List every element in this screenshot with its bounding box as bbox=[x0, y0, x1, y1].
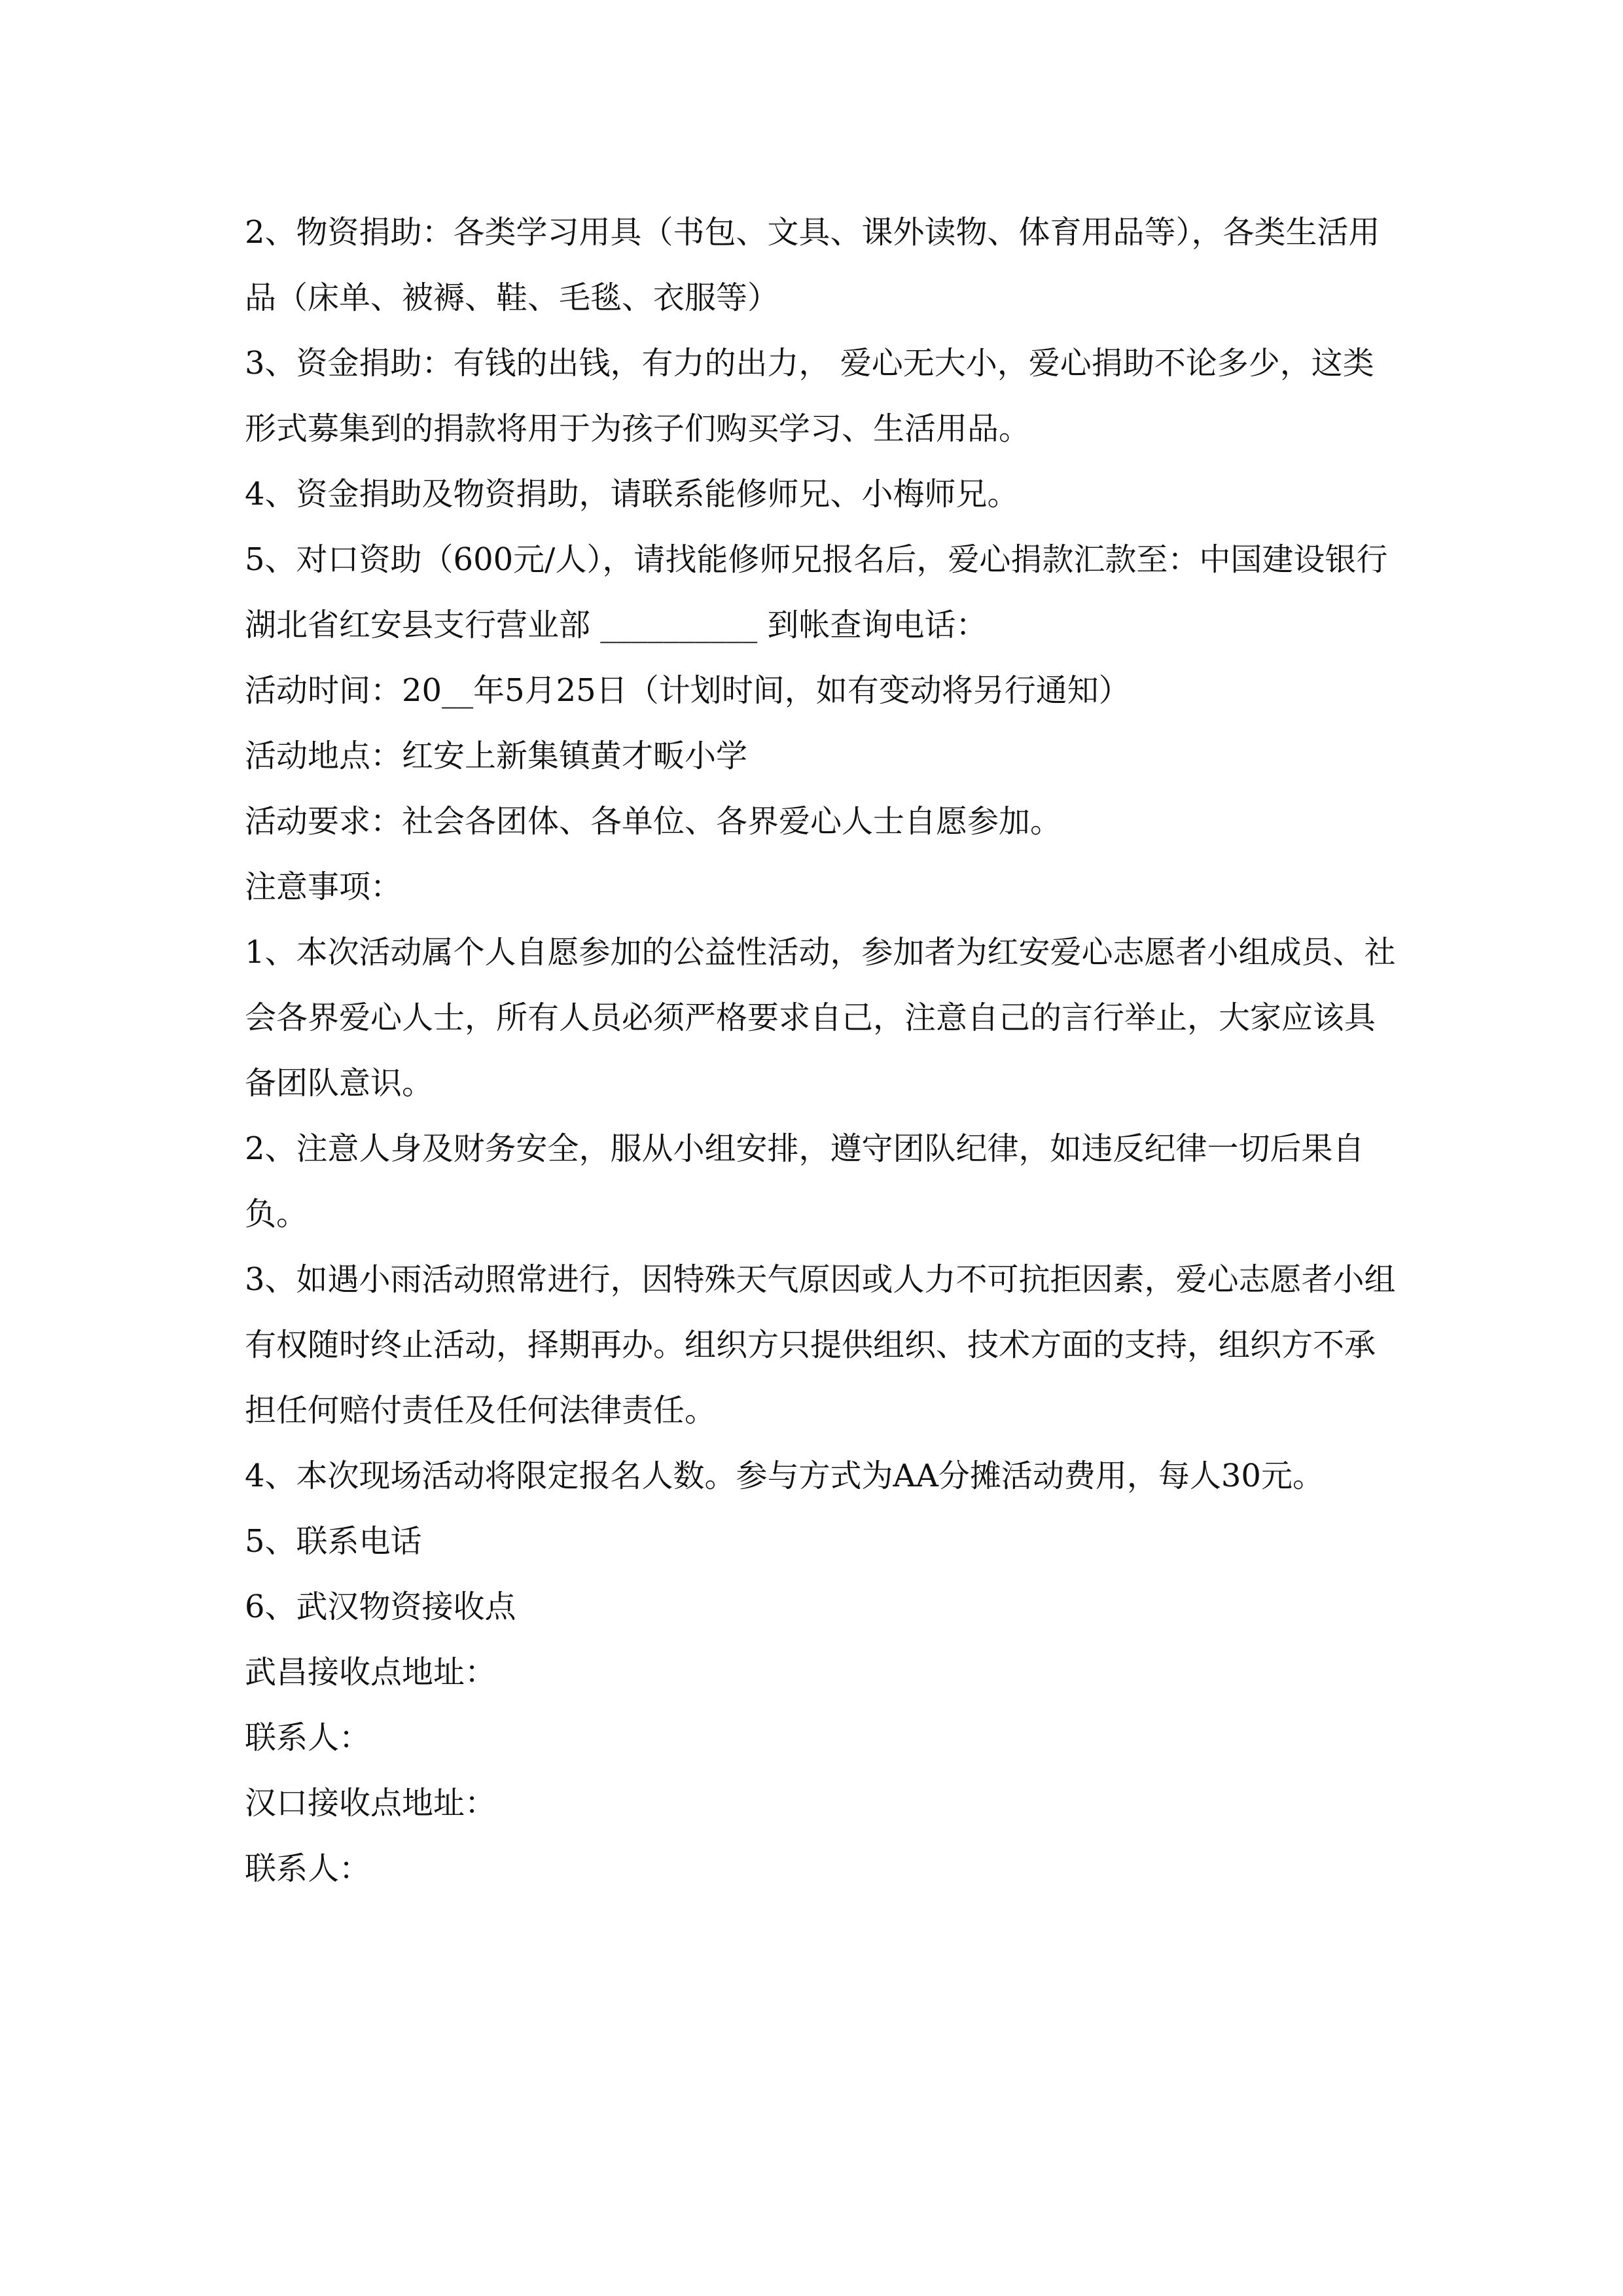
paragraph-targeted-aid: 5、对口资助（600元/人），请找能修师兄报名后，爱心捐款汇款至：中国建设银行湖北省红安县支行营业部 __________ 到帐查询电话： bbox=[245, 541, 1388, 643]
paragraph-activity-location: 活动地点：红安上新集镇黄才畈小学 bbox=[245, 738, 748, 774]
document-body bbox=[245, 200, 1397, 1901]
paragraph-note-3: 3、如遇小雨活动照常进行，因特殊天气原因或人力不可抗拒因素，爱心志愿者小组有权随时终止活动，择期再办。组织方只提供组织、技术方面的支持，组织方不承担任何赔付责任及任何法律责任。 bbox=[245, 1261, 1396, 1429]
paragraph-activity-requirements: 活动要求：社会各团体、各单位、各界爱心人士自愿参加。 bbox=[245, 803, 1062, 840]
paragraph-hankou-address: 汉口接收点地址： bbox=[245, 1785, 497, 1821]
paragraph-wuchang-address: 武昌接收点地址： bbox=[245, 1654, 497, 1691]
paragraph-material-donation: 2、物资捐助：各类学习用具（书包、文具、课外读物、体育用品等），各类生活用品（床单、被褥、鞋、毛毯、衣服等） bbox=[245, 214, 1380, 316]
paragraph-hankou-contact: 联系人： bbox=[245, 1850, 371, 1887]
paragraph-fund-donation: 3、资金捐助：有钱的出钱，有力的出力， 爱心无大小，爱心捐助不论多少，这类形式募集到的捐款将用于为孩子们购买学习、生活用品。 bbox=[245, 345, 1374, 447]
paragraph-notes-heading: 注意事项： bbox=[245, 869, 402, 905]
paragraph-note-6: 6、武汉物资接收点 bbox=[245, 1588, 516, 1625]
paragraph-note-5: 5、联系电话 bbox=[245, 1523, 422, 1560]
paragraph-note-4: 4、本次现场活动将限定报名人数。参与方式为AA分摊活动费用，每人30元。 bbox=[245, 1458, 1324, 1494]
paragraph-activity-time: 活动时间：20__年5月25日（计划时间，如有变动将另行通知） bbox=[245, 672, 1130, 709]
paragraph-note-2: 2、注意人身及财务安全，服从小组安排，遵守团队纪律，如违反纪律一切后果自负。 bbox=[245, 1130, 1364, 1232]
paragraph-wuchang-contact: 联系人： bbox=[245, 1719, 371, 1756]
paragraph-note-1: 1、本次活动属个人自愿参加的公益性活动，参加者为红安爱心志愿者小组成员、社会各界爱心人士，所有人员必须严格要求自己，注意自己的言行举止，大家应该具备团队意识。 bbox=[245, 934, 1396, 1102]
paragraph-donation-contact: 4、资金捐助及物资捐助，请联系能修师兄、小梅师兄。 bbox=[245, 476, 1019, 512]
